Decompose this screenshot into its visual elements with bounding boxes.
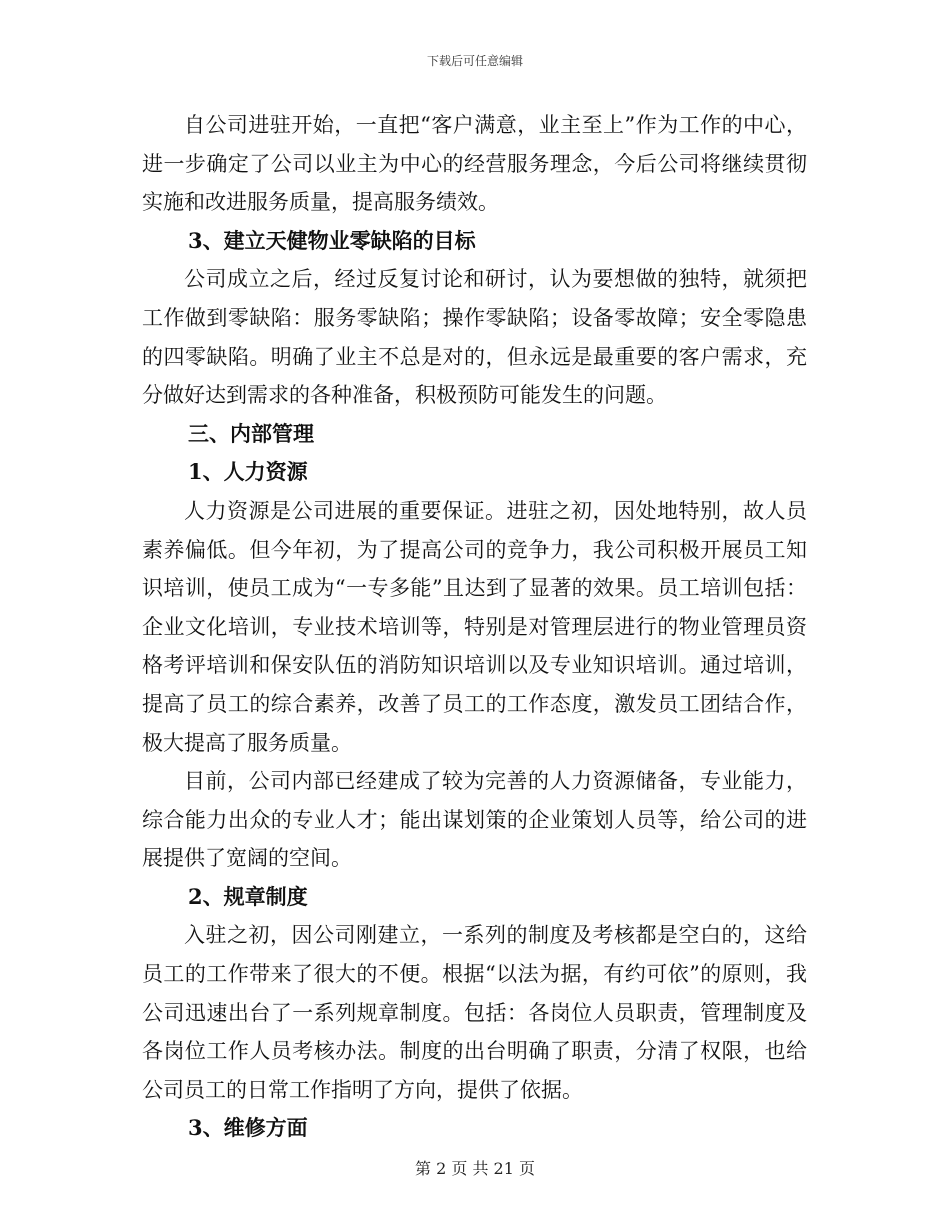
paragraph-talent-reserve: 目前，公司内部已经建成了较为完善的人力资源储备，专业能力，综合能力出众的专业人才；能出谋划策的企业策划人员等，给公司的进展提供了宽阔的空间。 (142, 769, 807, 871)
heading-internal-management: 三、内部管理 (188, 420, 314, 446)
paragraph-human-resources: 人力资源是公司进展的重要保证。进驻之初，因处地特别，故人员素养偏低。但今年初，为了提高公司的竞争力，我公司积极开展员工知识培训，使员工成为“一专多能”且达到了显著的效果。员工培训包括：企业文化培训，专业技术培训等，特别是对管理层进行的物业管理员资格考评培训和保安队伍的消防知识培训以及专业知识培训。通过培训，提高了员工的综合素养，改善了员工的工作态度，激发员工团结合作，极大提高了服务质量。 (142, 498, 807, 755)
heading-human-resources: 1、人力资源 (188, 459, 308, 485)
header-note: 下载后可任意编辑 (426, 54, 523, 68)
page-number: 第 2 页 共 21 页 (415, 1159, 535, 1178)
document-body (142, 106, 807, 1148)
heading-maintenance: 3、维修方面 (188, 1115, 308, 1141)
paragraph-zero-defect: 公司成立之后，经过反复讨论和研讨，认为要想做的独特，就须把工作做到零缺陷：服务零缺陷；操作零缺陷；设备零故障；安全零隐患的四零缺陷。明确了业主不总是对的，但永远是最重要的客户需求，充分做好达到需求的各种准备，积极预防可能发生的问题。 (142, 267, 807, 408)
heading-zero-defect-goal: 3、建立天健物业零缺陷的目标 (188, 227, 476, 253)
paragraph-rules-regulations: 入驻之初，因公司刚建立，一系列的制度及考核都是空白的，这给员工的工作带来了很大的不便。根据“以法为据，有约可依”的原则，我公司迅速出台了一系列规章制度。包括：各岗位人员职责，管理制度及各岗位工作人员考核办法。制度的出台明确了职责，分清了权限，也给公司员工的日常工作指明了方向，提供了依据。 (142, 923, 807, 1102)
paragraph-customer-first: 自公司进驻开始，一直把“客户满意，业主至上”作为工作的中心，进一步确定了公司以业主为中心的经营服务理念，今后公司将继续贯彻实施和改进服务质量，提高服务绩效。 (142, 113, 807, 215)
heading-rules-regulations: 2、规章制度 (188, 883, 308, 909)
